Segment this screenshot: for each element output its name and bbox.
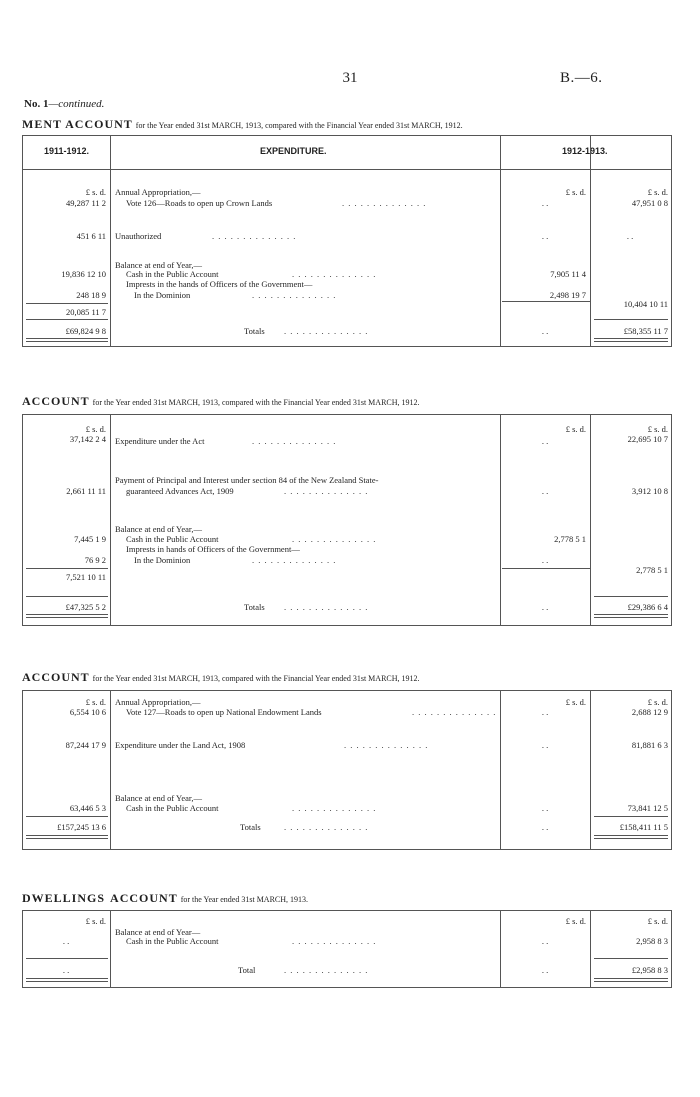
item-label: Unauthorized: [115, 231, 162, 241]
item-label: Balance at end of Year,—: [115, 524, 202, 534]
cell-1911-1912: 7,521 10 11: [65, 572, 106, 582]
item-label: Payment of Principal and Interest under section 84 of the New Zealand State-: [115, 475, 379, 485]
section-1-heading: MENT ACCOUNT for the Year ended 31st MARCH, 1913, compared with the Financial Year ended 31st MARCH, 1912.: [22, 117, 463, 131]
cell-1912-1913: 2,688 12 9: [631, 707, 668, 717]
cell-1912-1913: 2,778 5 1: [636, 565, 668, 575]
item-label: Expenditure under the Act: [115, 436, 205, 446]
totals-label: Totals: [244, 326, 265, 336]
header-expenditure: EXPENDITURE.: [260, 146, 327, 156]
header-1911-1912: 1911-1912.: [44, 146, 90, 156]
continued-label: No. 1—continued.: [24, 98, 105, 110]
section-3-heading: ACCOUNT for the Year ended 31st MARCH, 1913, compared with the Financial Year ended 31st MARCH, 1912.: [22, 670, 420, 684]
cell-1911-1912: 87,244 17 9: [65, 740, 106, 750]
cell-1911-1912: 20,085 11 7: [65, 307, 106, 317]
item-label: Balance at end of Year,—: [115, 793, 202, 803]
total-1911-1912: £157,245 13 6: [57, 822, 106, 832]
item-label: Cash in the Public Account: [126, 534, 219, 544]
cell-1911-1912: 6,554 10 6: [69, 707, 106, 717]
item-label: Balance at end of Year,—: [115, 260, 202, 270]
cell-1912-1913: 10,404 10 11: [623, 299, 668, 309]
item-label: Vote 127—Roads to open up National Endowment Lands: [126, 707, 322, 717]
section-4-table: £ s. d. £ s. d. £ s. d. Balance at end of Year— . . Cash in the Public Account . . . . . . . . . . . . . . . . 2,958 8 3 . . Total . . . . . . . . . . . . . . . . £2,958 8 3: [22, 910, 672, 988]
cell-1911-1912: 63,446 5 3: [69, 803, 106, 813]
page-reference: B.—6.: [560, 70, 603, 86]
totals-label: Total: [238, 965, 256, 975]
cell-1911-1912: 49,287 11 2: [65, 198, 106, 208]
item-label: Cash in the Public Account: [126, 269, 219, 279]
item-label: In the Dominion: [134, 555, 191, 565]
total-1912-1913: £2,958 8 3: [631, 965, 668, 975]
item-label: Annual Appropriation,—: [115, 697, 201, 707]
cell-1912-1913: 81,881 6 3: [631, 740, 668, 750]
cell-1912-1913: 3,912 10 8: [631, 486, 668, 496]
header-1912-1913: 1912-1913.: [562, 146, 608, 156]
item-label: Annual Appropriation,—: [115, 187, 201, 197]
item-label: Imprests in the hands of Officers of the Government—: [126, 279, 313, 289]
item-label: Balance at end of Year—: [115, 927, 201, 937]
total-1912-1913: £29,386 6 4: [627, 602, 668, 612]
cell-1912-1913: 47,951 0 8: [631, 198, 668, 208]
total-1911-1912: £69,824 9 8: [65, 326, 106, 336]
page-number: 31: [342, 70, 358, 86]
section-1-table: 1911-1912. EXPENDITURE. 1912-1913. £ s. d. £ s. d. £ s. d. 49,287 11 2 Annual Appropriation,— Vote 126—Roads to open up Crown Lands . . . . . . . . . . . . . . . . 47,951 0 8 451 6 11 Unauthorized . . . . . . . . . . . . . . . . . . Balance at end of Year,— 19,836 12 10 Cash in the Public Account . . . . . . . . . . . . . . 7,905 11 4 Imprests in the hands of Officers of the Government— 248 18 9 In the Dominion . . . . . . . . . . . . . . 2,498 19 7 20,085 11 7 10,404 10 11 £69,824 9 8 Totals . . . . . . . . . . . . . . . . £58,355 11 7: [22, 135, 672, 347]
cell-1912-1913: 73,841 12 5: [627, 803, 668, 813]
cell-1911-1912: 37,142 2 4: [69, 434, 106, 444]
item-label: Imprests in hands of Officers of the Government—: [126, 544, 300, 554]
item-label: In the Dominion: [134, 290, 191, 300]
cell-1911-1912: 7,445 1 9: [74, 534, 106, 544]
total-1911-1912: £47,325 5 2: [65, 602, 106, 612]
item-label: Vote 126—Roads to open up Crown Lands: [126, 198, 273, 208]
section-2-table: £ s. d. £ s. d. £ s. d. 37,142 2 4 Expenditure under the Act . . . . . . . . . . . . . . . . 22,695 10 7 Payment of Principal and Interest under section 84 of the New Zealand State- 2,661 11 11 guaranteed Advances Act, 1909 . . . . . . . . . . . . . . . . 3,912 10 8 Balance at end of Year,— 7,445 1 9 Cash in the Public Account . . . . . . . . . . . . . . 2,778 5 1 Imprests in hands of Officers of the Government— 76 9 2 In the Dominion . . . . . . . . . . . . . . . . 7,521 10 11 2,778 5 1 £47,325 5 2 Totals . . . . . . . . . . . . . . . . £29,386 6 4: [22, 414, 672, 626]
total-1912-1913: £158,411 11 5: [619, 822, 668, 832]
cell-1912-1913: 2,958 8 3: [636, 936, 668, 946]
cell-1911-1912: 451 6 11: [76, 231, 106, 241]
column-headers: [22, 135, 672, 170]
cell-1912-1913: 22,695 10 7: [627, 434, 668, 444]
cell-subtotal: 2,498 19 7: [549, 290, 586, 300]
section-4-heading: DWELLINGS ACCOUNT for the Year ended 31st MARCH, 1913.: [22, 891, 309, 905]
total-1912-1913: £58,355 11 7: [623, 326, 668, 336]
cell-subtotal: 2,778 5 1: [554, 534, 586, 544]
item-label: Expenditure under the Land Act, 1908: [115, 740, 246, 750]
totals-label: Totals: [240, 822, 261, 832]
cell-1911-1912: 19,836 12 10: [61, 269, 106, 279]
section-3-table: £ s. d. £ s. d. £ s. d. 6,554 10 6 Annual Appropriation,— Vote 127—Roads to open up National Endowment Lands . . . . . . . . . . . . . . . . 2,688 12 9 87,244 17 9 Expenditure under the Land Act, 1908 . . . . . . . . . . . . . . . . 81,881 6 3 Balance at end of Year,— 63,446 5 3 Cash in the Public Account . . . . . . . . . . . . . . . . 73,841 12 5 £157,245 13 6 Totals . . . . . . . . . . . . . . . . £158,411 11 5: [22, 690, 672, 850]
section-2-heading: ACCOUNT for the Year ended 31st MARCH, 1913, compared with the Financial Year ended 31st MARCH, 1912.: [22, 394, 420, 408]
cell-subtotal: 7,905 11 4: [550, 269, 586, 279]
item-label: Cash in the Public Account: [126, 936, 219, 946]
cell-1911-1912: 76 9 2: [84, 555, 106, 565]
totals-label: Totals: [244, 602, 265, 612]
cell-1911-1912: 2,661 11 11: [66, 486, 106, 496]
item-label: guaranteed Advances Act, 1909: [126, 486, 234, 496]
cell-1911-1912: 248 18 9: [76, 290, 106, 300]
item-label: Cash in the Public Account: [126, 803, 219, 813]
